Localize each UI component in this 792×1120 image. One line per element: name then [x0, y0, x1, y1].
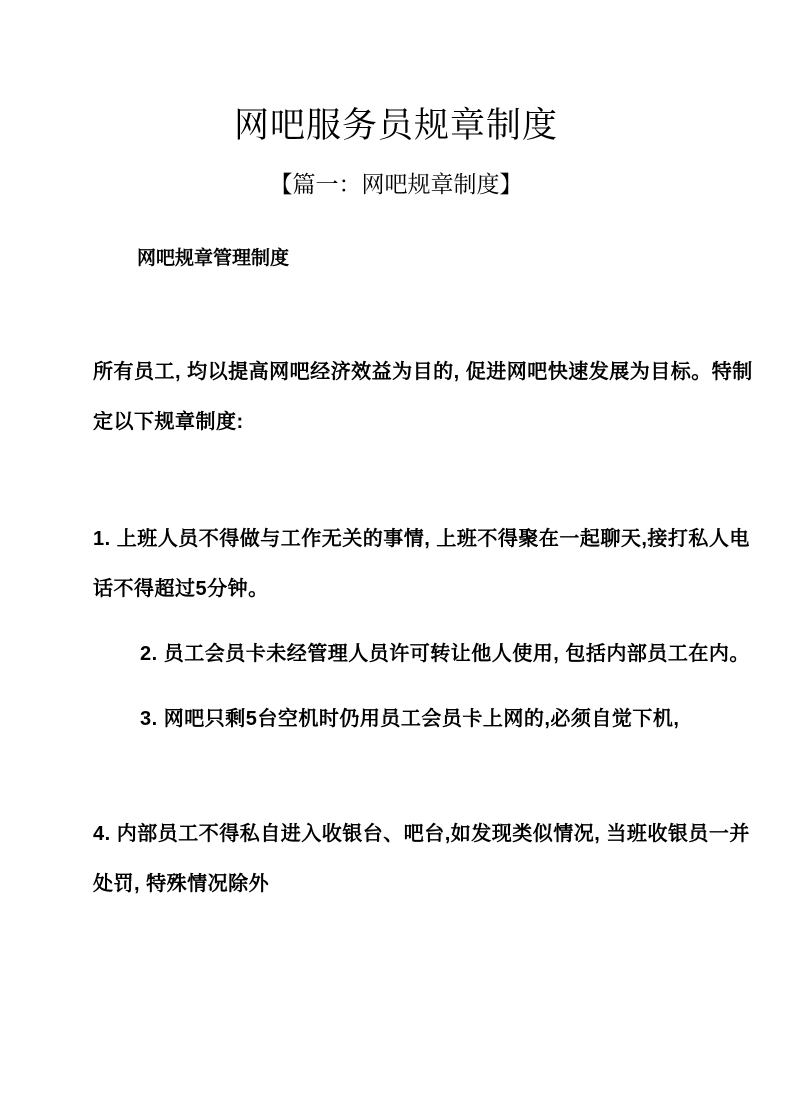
- section-heading: 网吧规章管理制度: [137, 248, 290, 269]
- rule-item-1-line-1: 1. 上班人员不得做与工作无关的事情, 上班不得聚在一起聊天,接打私人电: [93, 528, 750, 550]
- rule-item-1-line-2: 话不得超过5分钟。: [93, 578, 269, 600]
- document-subtitle: 【篇一：网吧规章制度】: [269, 172, 523, 197]
- paragraph-intro-line-1: 所有员工, 均以提高网吧经济效益为目的, 促进网吧快速发展为目标。特制: [93, 361, 753, 383]
- rule-item-2-line-1: 2. 员工会员卡未经管理人员许可转让他人使用, 包括内部员工在内。: [140, 643, 750, 665]
- rule-item-4-line-2: 处罚, 特殊情况除外: [93, 873, 270, 895]
- document-title: 网吧服务员规章制度: [233, 106, 558, 145]
- paragraph-intro-line-2: 定以下规章制度:: [93, 411, 244, 433]
- rule-item-3-line-1: 3. 网吧只剩5台空机时仍用员工会员卡上网的,必须自觉下机,: [140, 708, 680, 730]
- rule-item-4-line-1: 4. 内部员工不得私自进入收银台、吧台,如发现类似情况, 当班收银员一并: [93, 823, 750, 845]
